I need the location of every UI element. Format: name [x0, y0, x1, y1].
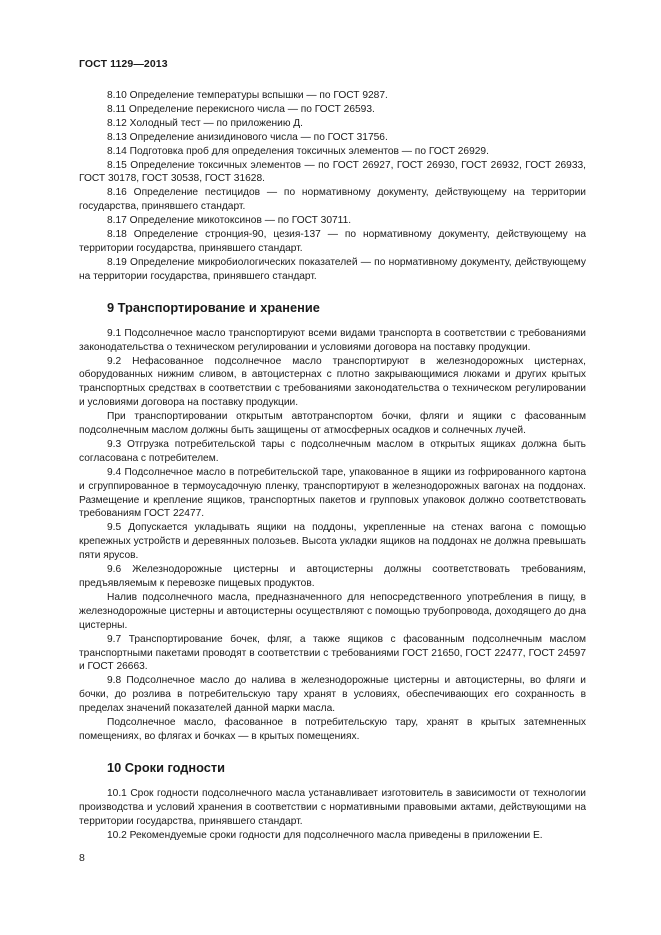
clause-8-16: 8.16 Определение пестицидов — по нормативному документу, действующему на территории государства, принявшего стандарт.: [79, 187, 586, 213]
clause-8-18: 8.18 Определение стронция-90, цезия-137 — по нормативному документу, действующему на территории государства, принявшего стандарт.: [79, 229, 586, 254]
clause-9-7: 9.7 Транспортирование бочек, фляг, а также ящиков с фасованным подсолнечным маслом транспортными пакетами проводят в соответствии с требованиями ГОСТ 21650, ГОСТ 22477, ГОСТ 24597 и ГОСТ 26663.: [79, 633, 586, 673]
clause-9-5: 9.5 Допускается укладывать ящики на поддоны, укрепленные на стенах вагона с помощью крепежных устройств и деревянных полозьев. Высота укладки ящиков на поддонах не должна превышать пяти ярусов.: [79, 522, 586, 562]
clause-9-2: 9.2 Нефасованное подсолнечное масло транспортируют в железнодорожных цистернах, оборудованных нижним сливом, в автоцистернах с плотно закрывающимися люками и других крытых транспортных средствах в соответствии с требованиями законодательства о техническом регулировании и условиями договора на поставку продукции.: [79, 355, 586, 409]
clause-10-1: 10.1 Срок годности подсолнечного масла устанавливает изготовитель в зависимости от технологии производства и условий хранения в соответствии с нормативными правовыми актами, действующими на территории государства, принявшего стандарт.: [79, 787, 586, 827]
clause-9-3: 9.3 Отгрузка потребительской тары с подсолнечным маслом в открытых ящиках должна быть согласована с потребителем.: [79, 438, 586, 464]
section-10-body: [79, 787, 586, 843]
clause-9-2-note: При транспортировании открытым автотранспортом бочки, фляги и ящики с фасованным подсолнечным маслом должны быть защищены от атмосферных осадков и солнечных лучей.: [79, 411, 586, 437]
section-10-title: 10 Сроки годности: [107, 759, 226, 775]
clause-8-19: 8.19 Определение микробиологических показателей — по нормативному документу, действующему на территории государства, принявшего стандарт.: [79, 256, 586, 282]
clause-9-8: 9.8 Подсолнечное масло до налива в железнодорожные цистерны и автоцистерны, во фляги и бочки, до розлива в потребительскую тару хранят в условиях, обеспечивающих его сохранность в пределах значений показателей данной марки масла.: [79, 675, 586, 715]
clause-8-17: 8.17 Определение микотоксинов — по ГОСТ 30711.: [107, 215, 352, 227]
section-9-title: 9 Транспортирование и хранение: [107, 299, 320, 315]
clause-8-12: 8.12 Холодный тест — по приложению Д.: [107, 117, 304, 129]
section-8-items: [79, 89, 586, 284]
clause-9-6-note: Налив подсолнечного масла, предназначенного для непосредственного употребления в пищу, в железнодорожные цистерны и автоцистерны осуществляют с помощью трубопровода, доходящего до дна цистерны.: [79, 591, 586, 631]
clause-9-8-note: Подсолнечное масло, фасованное в потребительскую тару, хранят в крытых затемненных помещениях, во флягах и бочках — в крытых помещениях.: [79, 717, 586, 742]
clause-8-11: 8.11 Определение перекисного числа — по ГОСТ 26593.: [107, 103, 375, 115]
clause-9-4: 9.4 Подсолнечное масло в потребительской таре, упакованное в ящики из гофрированного картона и сгруппированное в термоусадочную пленку, транспортируют в железнодорожных вагонах на поддонах. Размещение и крепление ящиков, транспортных пакетов и групповых упаковок должно соответствовать требованиям ГОСТ 22477.: [79, 466, 586, 520]
clause-9-1: 9.1 Подсолнечное масло транспортируют всеми видами транспорта в соответствии с требованиями законодательства о техническом регулировании и условиями договора на поставку продукции.: [79, 327, 586, 353]
document-body: [79, 89, 586, 843]
clause-8-10: 8.10 Определение температуры вспышки — по ГОСТ 9287.: [107, 90, 388, 101]
clause-10-2: 10.2 Рекомендуемые сроки годности для подсолнечного масла приведены в приложении Е.: [107, 829, 543, 841]
clause-9-6: 9.6 Железнодорожные цистерны и автоцистерны должны соответствовать требованиям, предъявляемым к перевозке пищевых продуктов.: [79, 564, 586, 589]
page-number: 8: [79, 852, 85, 864]
clause-8-15: 8.15 Определение токсичных элементов — по ГОСТ 26927, ГОСТ 26930, ГОСТ 26932, ГОСТ 26933, ГОСТ 30178, ГОСТ 30538, ГОСТ 31628.: [79, 159, 586, 185]
clause-8-13: 8.13 Определение анизидинового числа — по ГОСТ 31756.: [107, 131, 388, 143]
section-9-body: [79, 327, 586, 744]
clause-8-14: 8.14 Подготовка проб для определения токсичных элементов — по ГОСТ 26929.: [107, 145, 489, 157]
document-code-header: ГОСТ 1129—2013: [79, 58, 168, 70]
